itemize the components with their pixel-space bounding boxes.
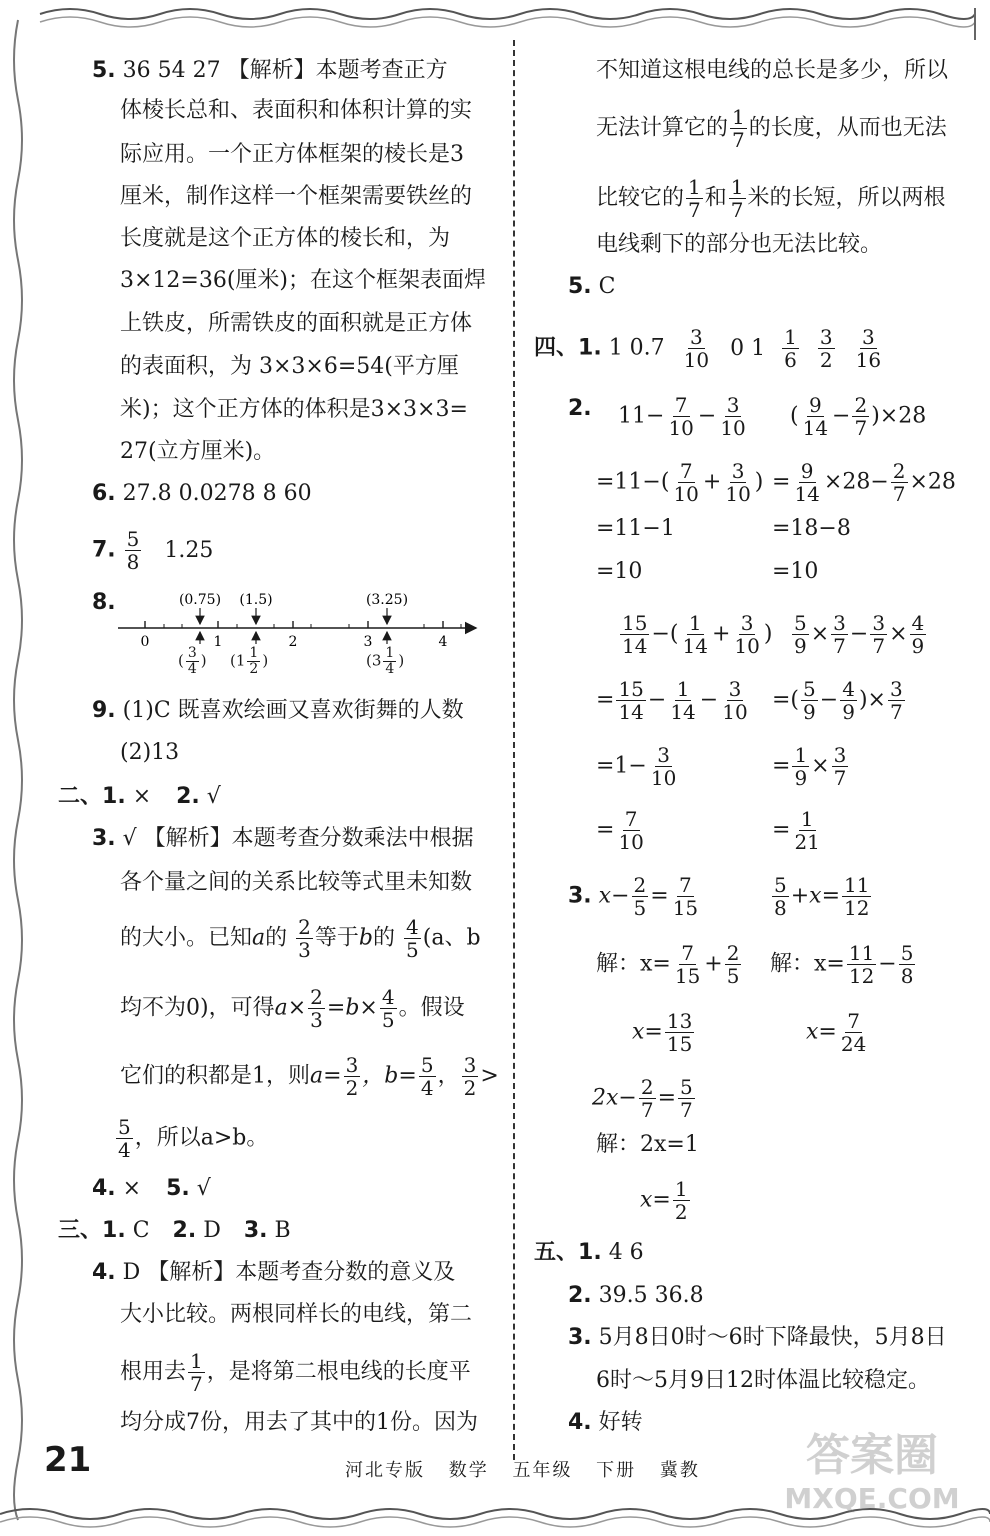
s2-q3-line-4: 均不为0)，可得a× $\frac{2}{3}$ =b× $\frac{4}{5}$ 。假设 [120,985,465,1032]
footer-book-info: 河北专版 数学 五年级 下册 冀教 [345,1460,700,1481]
equation-2: $\frac{5}{8}$ +x= $\frac{11}{12}$ [774,873,870,920]
q5-line-7: 上铁皮，所需铁皮的面积就是正方体 [120,311,473,336]
q8-number: 8. [92,590,116,615]
expr-2-step-1: = $\frac{9}{14}$ ×28− $\frac{2}{7}$ ×28 [772,459,956,506]
r-line-2: 无法计算它的 $\frac{1}{7}$ 的长度，从而也无法 [596,105,947,152]
equation-1-step-1: 解：x= $\frac{7}{15}$ + $\frac{2}{5}$ [596,941,740,988]
section-4-q1: 四、1. 1 0.7 $\frac{3}{10}$ 0 1 $\frac{1}{6}$ $\frac{3}{2}$ $\frac{3}{16}$ [534,325,882,372]
expr-1-step-1: =11−( $\frac{7}{10}$ + $\frac{3}{10}$ ) [596,459,764,506]
q5-line-4: 厘米，制作这样一个框架需要铁丝的 [120,184,473,209]
equation-2-step-1: 解：x= $\frac{11}{12}$ − $\frac{5}{8}$ [770,941,914,988]
s2-q3-line-2: 各个量之间的关系比较等式里未知数 [120,870,473,895]
r-line-1: 不知道这根电线的总长是多少，所以 [596,58,949,83]
section-3-row-1: 三、1. C 2. D 3. B [58,1218,291,1243]
expr-3-step-1: = $\frac{15}{14}$ − $\frac{1}{14}$ − $\frac{3}{10}$ [596,677,748,724]
section-2-row-1: 二、1. × 2. √ [58,784,221,809]
q5-line-3: 际应用。一个正方体框架的棱长是3 [120,142,464,167]
top-label-0-75: (0.75) [178,592,222,608]
equation-3-step-2: x= $\frac{1}{2}$ [640,1177,688,1224]
expr-2-step-2: =18−8 [772,516,851,541]
tick-label-3: 3 [363,634,373,650]
r-line-4: 电线剩下的部分也无法比较。 [596,232,883,257]
s2-q3-line-6: $\frac{5}{4}$ ，所以a>b。 [118,1115,269,1162]
top-label-3-25: (3.25) [365,592,409,608]
s3-q4-line-3: 根用去 $\frac{1}{7}$ ，是将第二根电线的长度平 [120,1349,471,1396]
bottom-label-three-and-quarter: (3 $\frac{1}{4}$ ) [366,645,405,677]
expr-4-step-2: = $\frac{1}{9}$ × $\frac{3}{7}$ [772,743,847,790]
expr-3: $\frac{15}{14}$ −( $\frac{1}{14}$ + $\frac{3}{10}$ ) [622,611,773,658]
svg-text:答案圈: 答案圈 [806,1430,938,1481]
q5-line-1: 5. 36 54 27 【解析】本题考查正方 [92,58,448,83]
q7: 7. $\frac{5}{8}$ 1.25 [92,527,214,574]
s3-q4-line-2: 大小比较。两根同样长的电线，第二 [120,1302,473,1327]
equation-2-step-2: x= $\frac{7}{24}$ [806,1009,867,1056]
svg-text:MXQE.COM: MXQE.COM [784,1482,960,1515]
tick-label-4: 4 [438,634,448,650]
q6: 6. 27.8 0.0278 8 60 [92,481,312,506]
section-5-q1: 五、1. 4 6 [534,1240,644,1265]
equation-3: 2x− $\frac{2}{7}$ = $\frac{5}{7}$ [592,1075,693,1122]
s5-q4: 4. 好转 [568,1410,643,1435]
equation-1: 3. x− $\frac{2}{5}$ = $\frac{7}{15}$ [568,873,699,920]
s2-q4-q5: 4. × 5. √ [92,1176,211,1201]
expr-4-step-1: =( $\frac{5}{9}$ − $\frac{4}{9}$ )× $\frac{3}{7}$ [772,677,903,724]
expr-1-step-3: =10 [596,559,643,584]
number-line [110,586,480,678]
s3-q4-line-4: 均分成7份，用去了其中的1份。因为 [120,1410,478,1435]
left-border-decoration [0,0,40,1536]
tick-label-1: 1 [213,634,223,650]
expr-4: $\frac{5}{9}$ × $\frac{3}{7}$ − $\frac{3}{7}$ × $\frac{4}{9}$ [794,611,925,658]
r-line-3: 比较它的 $\frac{1}{7}$ 和 $\frac{1}{7}$ 米的长短，所以两根 [596,175,946,222]
fraction: $\frac{5}{8}$ [126,527,140,574]
q5-line-8: 的表面积，为 3×3×6=54(平方厘 [120,354,459,379]
s5-q2: 2. 39.5 36.8 [568,1283,704,1308]
q5-line-5: 长度就是这个正方体的棱长和，为 [120,226,451,251]
q5-line-10: 27(立方厘米)。 [120,439,276,464]
watermark-logo [772,1412,972,1522]
expr-3-step-2: =1− $\frac{3}{10}$ [596,743,677,790]
tick-label-0: 0 [140,634,150,650]
expr-4-step-3: = $\frac{1}{21}$ [772,807,820,854]
s5-q3-line-2: 6时～5月9日12时体温比较稳定。 [596,1368,930,1393]
expr-3-step-3: = $\frac{7}{10}$ [596,807,644,854]
expr-2-step-3: =10 [772,559,819,584]
q5-line-2: 体棱长总和、表面积和体积计算的实 [120,98,473,123]
s3-q4-line-1: 4. D 【解析】本题考查分数的意义及 [92,1260,456,1285]
s5-q3-line-1: 3. 5月8日0时～6时下降最快，5月8日 [568,1325,947,1350]
s2-q3-line-1: 3. √ 【解析】本题考查分数乘法中根据 [92,826,474,851]
top-border-decoration [0,0,990,40]
page-number: 21 [44,1440,92,1480]
q9-line-2: (2)13 [120,740,180,765]
equation-1-step-2: x= $\frac{13}{15}$ [632,1009,693,1056]
r-q5: 5. C [568,274,616,299]
tick-label-2: 2 [288,634,298,650]
q5-line-9: 米)；这个正方体的体积是3×3×3= [120,397,468,422]
expr-1-step-2: =11−1 [596,516,675,541]
column-divider [513,40,515,1460]
q5-line-6: 3×12=36(厘米)；在这个框架表面焊 [120,268,487,293]
q9-line-1: 9. (1)C 既喜欢绘画又喜欢街舞的人数 [92,698,464,723]
s2-q3-line-3: 的大小。已知a的 $\frac{2}{3}$ 等于b的 $\frac{4}{5}$ (a、b [120,915,481,962]
equation-3-step-1: 解：2x=1 [596,1132,699,1157]
top-label-1-5: (1.5) [239,592,273,608]
expr-1: 11− $\frac{7}{10}$ − $\frac{3}{10}$ [618,393,746,440]
bottom-label-three-quarters: ( $\frac{3}{4}$ ) [178,645,207,677]
bottom-label-one-and-half: (1 $\frac{1}{2}$ ) [230,645,269,677]
expr-2: ( $\frac{9}{14}$ − $\frac{2}{7}$ )×28 [790,393,927,440]
s2-q3-line-5: 它们的积都是1，则a= $\frac{3}{2}$ ，b= $\frac{5}{4}$ ， $\frac{3}{2}$ > [120,1053,499,1100]
s4-q2-number: 2. [568,396,592,421]
